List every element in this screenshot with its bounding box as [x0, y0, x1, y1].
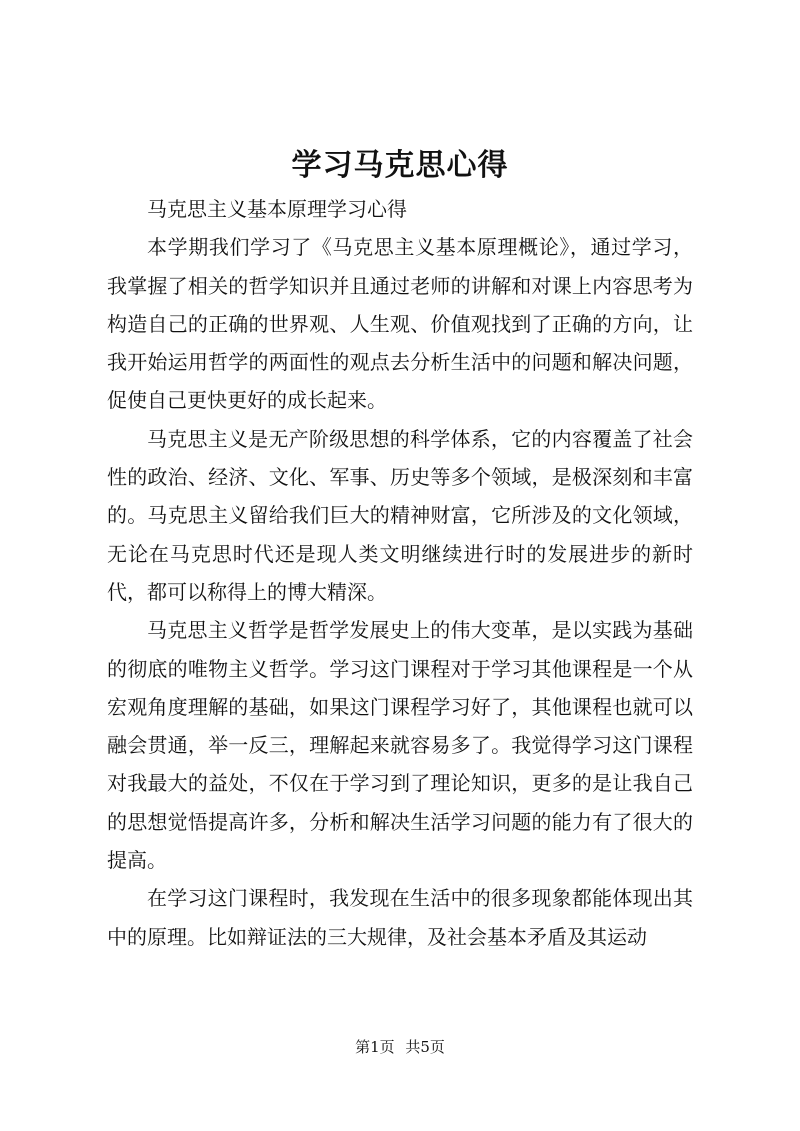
document-subtitle: 马克思主义基本原理学习心得 — [147, 197, 407, 221]
paragraph: 马克思主义哲学是哲学发展史上的伟大变革，是以实践为基础的彻底的唯物主义哲学。学习这门课程对于学习其他课程是一个从宏观角度理解的基础，如果这门课程学习好了，其他课程也就可以融会贯通，举一反三，理解起来就容易多了。我觉得学习这门课程对我最大的益处，不仅在于学习到了理论知识，更多的是让我自己的思想觉悟提高许多，分析和解决生活学习问题的能力有了很大的提高。 — [107, 618, 693, 873]
paragraph: 马克思主义是无产阶级思想的科学体系，它的内容覆盖了社会性的政治、经济、文化、军事、历史等多个领域，是极深刻和丰富的。马克思主义留给我们巨大的精神财富，它所涉及的文化领域，无论在马克思时代还是现人类文明继续进行时的发展进步的新时代，都可以称得上的博大精深。 — [107, 426, 693, 604]
page-number: 第1页 — [355, 1038, 395, 1056]
paragraph: 在学习这门课程时，我发现在生活中的很多现象都能体现出其中的原理。比如辩证法的三大规律，及社会基本矛盾及其运动 — [107, 886, 693, 949]
document-title: 学习马克思心得 — [291, 148, 509, 183]
paragraph: 本学期我们学习了《马克思主义基本原理概论》，通过学习，我掌握了相关的哲学知识并且通过老师的讲解和对课上内容思考为构造自己的正确的世界观、人生观、价值观找到了正确的方向，让我开始运用哲学的两面性的观点去分析生活中的问题和解决问题，促使自己更快更好的成长起来。 — [107, 235, 693, 413]
page-total: 共5页 — [405, 1038, 445, 1056]
document-body — [107, 190, 693, 956]
page-footer — [0, 1036, 800, 1057]
